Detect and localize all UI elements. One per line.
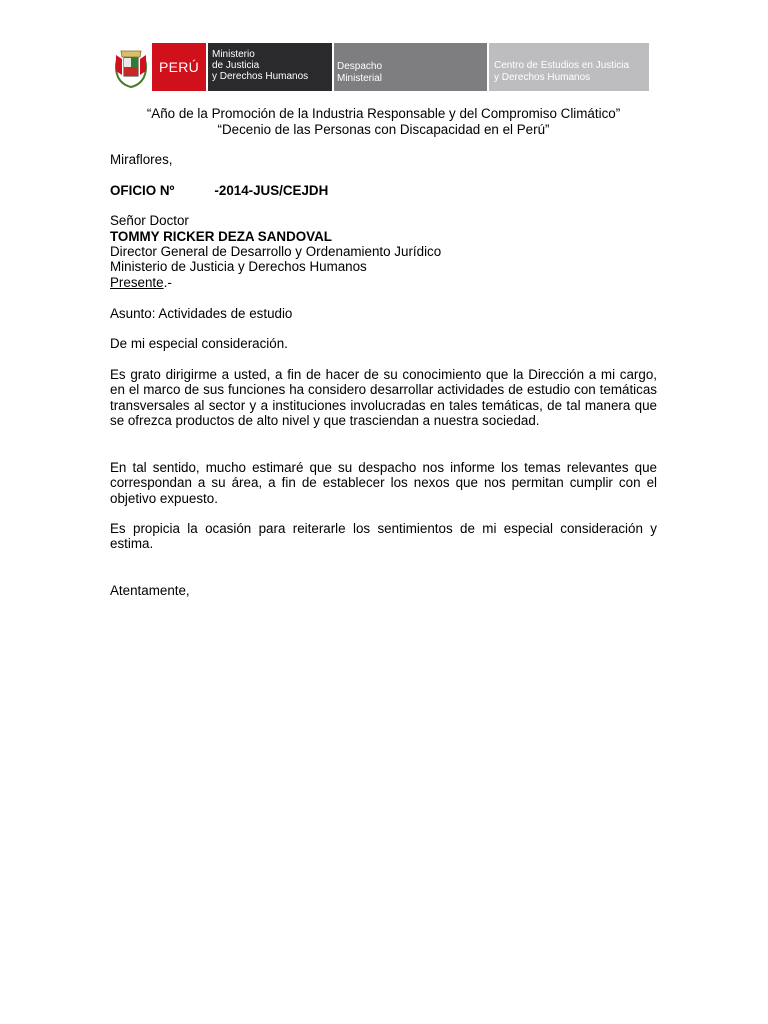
presente-line [110, 275, 657, 290]
centro-block [489, 43, 649, 91]
greeting-line: De mi especial consideración. [110, 336, 288, 351]
despacho-line-1: Despacho [337, 61, 383, 72]
oficio-number: -2014-JUS/CEJDH [214, 183, 329, 198]
paragraph-2: En tal sentido, mucho estimaré que su despacho nos informe los temas relevantes que correspondan a su área, a fin de establecer los nexos que nos permitan cumplir con el objetivo expuesto. [110, 460, 657, 506]
ministerio-line-3: y Derechos Humanos [212, 71, 309, 82]
coat-of-arms-icon [110, 43, 152, 91]
presente-suffix: .- [163, 275, 172, 290]
peru-label: PERÚ [158, 59, 200, 75]
oficio-line [110, 183, 657, 198]
ministerio-line-2: de Justicia [212, 60, 260, 71]
oficio-label: OFICIO Nº [110, 183, 175, 198]
centro-line-2: y Derechos Humanos [494, 72, 591, 83]
presente-word: Presente [110, 275, 164, 290]
closing-line: Atentamente, [110, 583, 190, 598]
despacho-block [334, 43, 487, 91]
decade-motto: “Decenio de las Personas con Discapacidad en el Perú” [217, 122, 550, 137]
recipient-name: TOMMY RICKER DEZA SANDOVAL [110, 229, 332, 244]
peru-brand [152, 43, 206, 91]
subject-line: Asunto: Actividades de estudio [110, 306, 293, 321]
year-motto: “Año de la Promoción de la Industria Responsable y del Compromiso Climático” [146, 106, 621, 121]
salutation-title: Señor Doctor [110, 213, 189, 228]
letterhead [110, 43, 649, 91]
paragraph-3: Es propicia la ocasión para reiterarle los sentimientos de mi especial consideración y estima. [110, 521, 657, 552]
recipient-institution: Ministerio de Justicia y Derechos Humanos [110, 259, 367, 274]
paragraph-1: Es grato dirigirme a usted, a fin de hacer de su conocimiento que la Dirección a mi cargo, en el marco de sus funciones ha considero desarrollar actividades de estudio con temáticas transversales al sector y a instituciones involucradas en tales temáticas, de tal manera que se ofrezca productos de alto nivel y que trasciendan a nuestra sociedad. [110, 367, 657, 428]
place-line: Miraflores, [110, 152, 173, 167]
recipient-position: Director General de Desarrollo y Ordenamiento Jurídico [110, 244, 442, 259]
despacho-line-2: Ministerial [337, 73, 383, 84]
centro-line-1: Centro de Estudios en Justicia [494, 60, 630, 71]
ministerio-block [208, 43, 332, 91]
ministerio-line-1: Ministerio [212, 49, 255, 60]
